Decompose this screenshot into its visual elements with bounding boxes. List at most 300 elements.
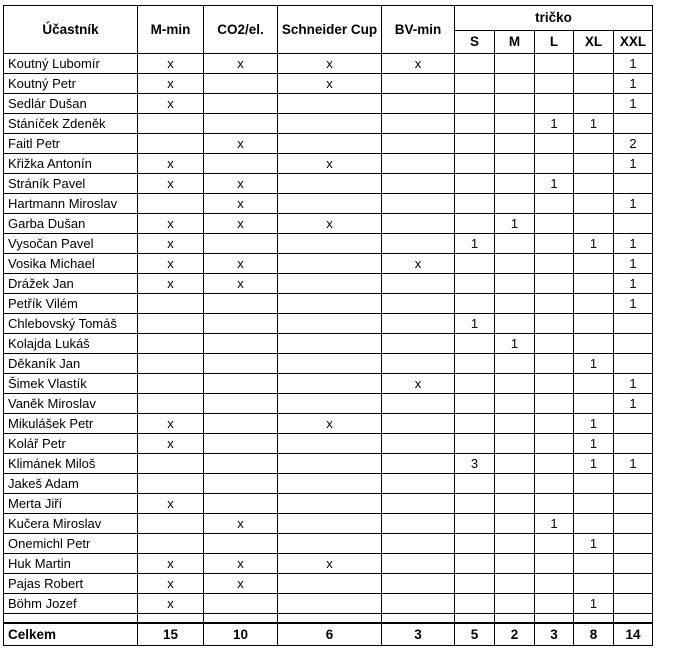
cell-schneider-cup [278,514,382,534]
cell-size-xxl [614,514,653,534]
participant-name: Petřík Vilém [4,294,138,314]
participant-name: Klimánek Miloš [4,454,138,474]
participant-name: Garba Dušan [4,214,138,234]
cell-size-xl [574,174,614,194]
cell-schneider-cup [278,394,382,414]
cell-co2 [204,474,278,494]
cell-m-min: x [138,54,204,74]
cell-size-xl [574,494,614,514]
cell-co2 [204,594,278,614]
cell-size-l [535,294,574,314]
cell-co2: x [204,574,278,594]
cell-size-l [535,314,574,334]
cell-size-xl [574,334,614,354]
participant-name: Kolář Petr [4,434,138,454]
table-row [4,414,653,434]
cell-co2 [204,434,278,454]
cell-co2 [204,534,278,554]
cell-size-m [495,374,535,394]
cell-size-m [495,154,535,174]
cell-bv-min [382,394,455,414]
table-row [4,214,653,234]
cell-size-xl [574,274,614,294]
cell-size-l [535,394,574,414]
table-row [4,314,653,334]
participant-name: Onemichl Petr [4,534,138,554]
cell-size-s [455,54,495,74]
cell-size-s [455,574,495,594]
cell-size-xxl [614,434,653,454]
cell-size-s [455,194,495,214]
cell-bv-min [382,594,455,614]
cell-size-s: 1 [455,314,495,334]
cell-size-m [495,74,535,94]
totals-label: Celkem [4,623,138,646]
cell-size-l [535,274,574,294]
cell-size-xl [574,74,614,94]
cell-m-min [138,374,204,394]
cell-size-xl [574,254,614,274]
cell-m-min: x [138,154,204,174]
cell-co2 [204,234,278,254]
table-row [4,74,653,94]
cell-size-m [495,494,535,514]
cell-size-l [535,374,574,394]
cell-bv-min [382,294,455,314]
participant-name: Stáníček Zdeněk [4,114,138,134]
cell-m-min: x [138,274,204,294]
header-co2: CO2/el. [204,6,278,54]
cell-co2 [204,114,278,134]
header-shirt-group: tričko [455,6,653,31]
cell-co2 [204,314,278,334]
cell-size-s [455,154,495,174]
header-m-min: M-min [138,6,204,54]
total-size-m: 2 [495,623,535,646]
cell-size-s [455,254,495,274]
cell-schneider-cup [278,174,382,194]
cell-size-s [455,174,495,194]
cell-size-xxl: 1 [614,54,653,74]
cell-m-min [138,334,204,354]
cell-m-min [138,534,204,554]
cell-size-m [495,114,535,134]
cell-size-xl: 1 [574,434,614,454]
participant-name: Koutný Petr [4,74,138,94]
cell-bv-min [382,74,455,94]
cell-size-l [535,154,574,174]
cell-size-xl [574,54,614,74]
cell-size-xxl: 1 [614,154,653,174]
cell-size-s [455,74,495,94]
total-size-xxl: 14 [614,623,653,646]
cell-bv-min [382,134,455,154]
cell-size-l [535,574,574,594]
cell-size-xxl [614,594,653,614]
total-m-min: 15 [138,623,204,646]
table-row [4,394,653,414]
cell-size-m [495,594,535,614]
cell-bv-min [382,454,455,474]
cell-co2: x [204,54,278,74]
participant-name: Vaněk Miroslav [4,394,138,414]
header-size-xl: XL [574,30,614,54]
participants-table [3,5,653,646]
cell-size-xxl: 1 [614,254,653,274]
participant-name: Merta Jiří [4,494,138,514]
spacer-row [4,614,653,624]
cell-m-min [138,454,204,474]
table-row [4,374,653,394]
cell-size-m [495,394,535,414]
cell-size-s [455,594,495,614]
cell-size-s [455,354,495,374]
cell-size-m [495,254,535,274]
cell-schneider-cup [278,574,382,594]
cell-m-min [138,194,204,214]
cell-size-xxl [614,334,653,354]
table-row [4,54,653,74]
cell-co2: x [204,254,278,274]
cell-size-xl [574,154,614,174]
cell-m-min: x [138,494,204,514]
cell-size-xl [574,194,614,214]
table-row [4,434,653,454]
cell-co2 [204,354,278,374]
cell-size-m [495,134,535,154]
cell-co2: x [204,214,278,234]
cell-size-l: 1 [535,114,574,134]
cell-bv-min [382,174,455,194]
cell-size-l [535,534,574,554]
cell-size-l [535,454,574,474]
cell-size-s [455,374,495,394]
cell-size-xxl [614,414,653,434]
cell-size-xl [574,294,614,314]
cell-schneider-cup [278,314,382,334]
cell-size-m [495,294,535,314]
cell-co2: x [204,514,278,534]
cell-size-s [455,494,495,514]
cell-size-l [535,554,574,574]
cell-size-xxl: 1 [614,74,653,94]
table-body [4,54,653,614]
cell-schneider-cup: x [278,154,382,174]
cell-size-l [535,414,574,434]
cell-size-m [495,274,535,294]
cell-size-xxl [614,214,653,234]
cell-size-l [535,434,574,454]
cell-schneider-cup: x [278,74,382,94]
cell-size-xl: 1 [574,534,614,554]
cell-co2: x [204,274,278,294]
cell-size-m [495,54,535,74]
cell-co2: x [204,554,278,574]
cell-co2 [204,454,278,474]
total-size-s: 5 [455,623,495,646]
cell-co2: x [204,174,278,194]
cell-bv-min [382,474,455,494]
total-bv-min: 3 [382,623,455,646]
cell-size-m [495,174,535,194]
cell-size-m [495,434,535,454]
cell-schneider-cup [278,434,382,454]
cell-schneider-cup: x [278,414,382,434]
cell-size-xxl: 1 [614,454,653,474]
cell-schneider-cup: x [278,54,382,74]
cell-size-xxl [614,574,653,594]
cell-size-l [535,474,574,494]
cell-m-min [138,394,204,414]
cell-size-xxl: 1 [614,194,653,214]
cell-bv-min [382,234,455,254]
cell-size-xxl [614,494,653,514]
cell-co2 [204,154,278,174]
cell-size-m: 1 [495,214,535,234]
cell-co2 [204,414,278,434]
cell-m-min: x [138,74,204,94]
cell-bv-min [382,154,455,174]
cell-bv-min [382,194,455,214]
cell-bv-min [382,274,455,294]
cell-size-xl: 1 [574,354,614,374]
participant-name: Kolajda Lukáš [4,334,138,354]
table-row [4,534,653,554]
cell-size-xxl [614,554,653,574]
cell-schneider-cup [278,354,382,374]
cell-bv-min: x [382,374,455,394]
cell-m-min: x [138,94,204,114]
cell-size-xl [574,314,614,334]
cell-size-l: 1 [535,514,574,534]
cell-m-min [138,514,204,534]
cell-size-xxl: 1 [614,274,653,294]
cell-size-m [495,454,535,474]
participant-name: Stráník Pavel [4,174,138,194]
cell-bv-min [382,514,455,534]
cell-bv-min [382,494,455,514]
participant-name: Mikulášek Petr [4,414,138,434]
cell-bv-min [382,214,455,234]
participant-name: Chlebovský Tomáš [4,314,138,334]
cell-size-xl [574,554,614,574]
table-row [4,134,653,154]
cell-size-s [455,94,495,114]
cell-size-xxl: 1 [614,394,653,414]
participant-name: Pajas Robert [4,574,138,594]
cell-size-xxl [614,114,653,134]
cell-size-s [455,294,495,314]
cell-schneider-cup [278,374,382,394]
cell-m-min [138,354,204,374]
cell-size-xxl [614,314,653,334]
participant-name: Hartmann Miroslav [4,194,138,214]
cell-size-xl: 1 [574,234,614,254]
header-schneider-cup: Schneider Cup [278,6,382,54]
cell-schneider-cup [278,274,382,294]
cell-size-m [495,474,535,494]
participant-name: Vosika Michael [4,254,138,274]
participant-name: Šimek Vlastík [4,374,138,394]
cell-schneider-cup [278,454,382,474]
cell-schneider-cup [278,474,382,494]
cell-bv-min: x [382,254,455,274]
cell-m-min: x [138,594,204,614]
cell-bv-min [382,414,455,434]
table-row [4,354,653,374]
table-row [4,154,653,174]
cell-co2 [204,294,278,314]
cell-size-xxl: 2 [614,134,653,154]
table-row [4,194,653,214]
cell-size-s [455,334,495,354]
cell-bv-min [382,534,455,554]
cell-size-m [495,514,535,534]
cell-size-xl [574,574,614,594]
total-size-xl: 8 [574,623,614,646]
cell-bv-min [382,314,455,334]
cell-size-s [455,414,495,434]
cell-size-s [455,274,495,294]
cell-m-min: x [138,214,204,234]
cell-size-s [455,214,495,234]
cell-size-s [455,114,495,134]
cell-size-m [495,574,535,594]
header-size-m: M [495,30,535,54]
total-size-l: 3 [535,623,574,646]
cell-size-l: 1 [535,174,574,194]
cell-m-min: x [138,254,204,274]
table-row [4,514,653,534]
cell-bv-min [382,434,455,454]
cell-size-m [495,534,535,554]
table-row [4,474,653,494]
cell-size-m [495,234,535,254]
cell-size-xxl [614,174,653,194]
header-size-l: L [535,30,574,54]
cell-schneider-cup [278,114,382,134]
cell-co2 [204,394,278,414]
cell-co2 [204,334,278,354]
table-row [4,494,653,514]
cell-m-min: x [138,414,204,434]
table-row [4,334,653,354]
cell-m-min: x [138,434,204,454]
totals-row [4,623,653,646]
participant-name: Vysočan Pavel [4,234,138,254]
cell-schneider-cup [278,254,382,274]
cell-co2 [204,74,278,94]
participants-table-wrapper [3,5,653,646]
cell-size-m: 1 [495,334,535,354]
participant-name: Sedlár Dušan [4,94,138,114]
participant-name: Böhm Jozef [4,594,138,614]
header-size-s: S [455,30,495,54]
cell-size-s [455,514,495,534]
cell-size-l [535,94,574,114]
table-row [4,294,653,314]
cell-size-s: 3 [455,454,495,474]
cell-size-l [535,234,574,254]
cell-schneider-cup [278,534,382,554]
cell-schneider-cup [278,134,382,154]
cell-m-min: x [138,234,204,254]
cell-size-l [535,354,574,374]
header-size-xxl: XXL [614,30,653,54]
table-row [4,554,653,574]
table-row [4,174,653,194]
cell-schneider-cup [278,594,382,614]
participant-name: Jakeš Adam [4,474,138,494]
cell-size-m [495,194,535,214]
cell-size-xl [574,514,614,534]
cell-size-s: 1 [455,234,495,254]
cell-bv-min [382,114,455,134]
cell-size-xl [574,394,614,414]
total-schneider-cup: 6 [278,623,382,646]
cell-schneider-cup [278,194,382,214]
participant-name: Křižka Antonín [4,154,138,174]
participant-name: Huk Martin [4,554,138,574]
cell-m-min [138,134,204,154]
cell-size-l [535,134,574,154]
cell-size-m [495,554,535,574]
cell-size-l [535,494,574,514]
cell-size-m [495,94,535,114]
cell-size-xxl: 1 [614,94,653,114]
cell-size-xl: 1 [574,594,614,614]
table-row [4,574,653,594]
cell-schneider-cup [278,234,382,254]
cell-size-m [495,414,535,434]
header-bv-min: BV-min [382,6,455,54]
cell-size-xl [574,94,614,114]
cell-size-s [455,534,495,554]
cell-size-m [495,354,535,374]
participant-name: Kučera Miroslav [4,514,138,534]
table-row [4,594,653,614]
cell-size-s [455,134,495,154]
cell-size-s [455,434,495,454]
cell-size-xl [574,474,614,494]
cell-size-l [535,214,574,234]
participant-name: Faitl Petr [4,134,138,154]
table-row [4,234,653,254]
cell-schneider-cup [278,94,382,114]
cell-m-min [138,314,204,334]
cell-bv-min: x [382,54,455,74]
table-row [4,454,653,474]
cell-bv-min [382,554,455,574]
cell-schneider-cup: x [278,214,382,234]
cell-size-xl: 1 [574,414,614,434]
cell-m-min: x [138,174,204,194]
cell-m-min [138,474,204,494]
cell-co2 [204,94,278,114]
cell-size-xxl: 1 [614,234,653,254]
table-row [4,94,653,114]
cell-size-xxl [614,354,653,374]
cell-size-xxl [614,534,653,554]
table-row [4,254,653,274]
participant-name: Koutný Lubomír [4,54,138,74]
cell-co2: x [204,194,278,214]
cell-size-s [455,394,495,414]
cell-co2 [204,494,278,514]
cell-m-min: x [138,554,204,574]
cell-co2 [204,374,278,394]
cell-size-s [455,474,495,494]
